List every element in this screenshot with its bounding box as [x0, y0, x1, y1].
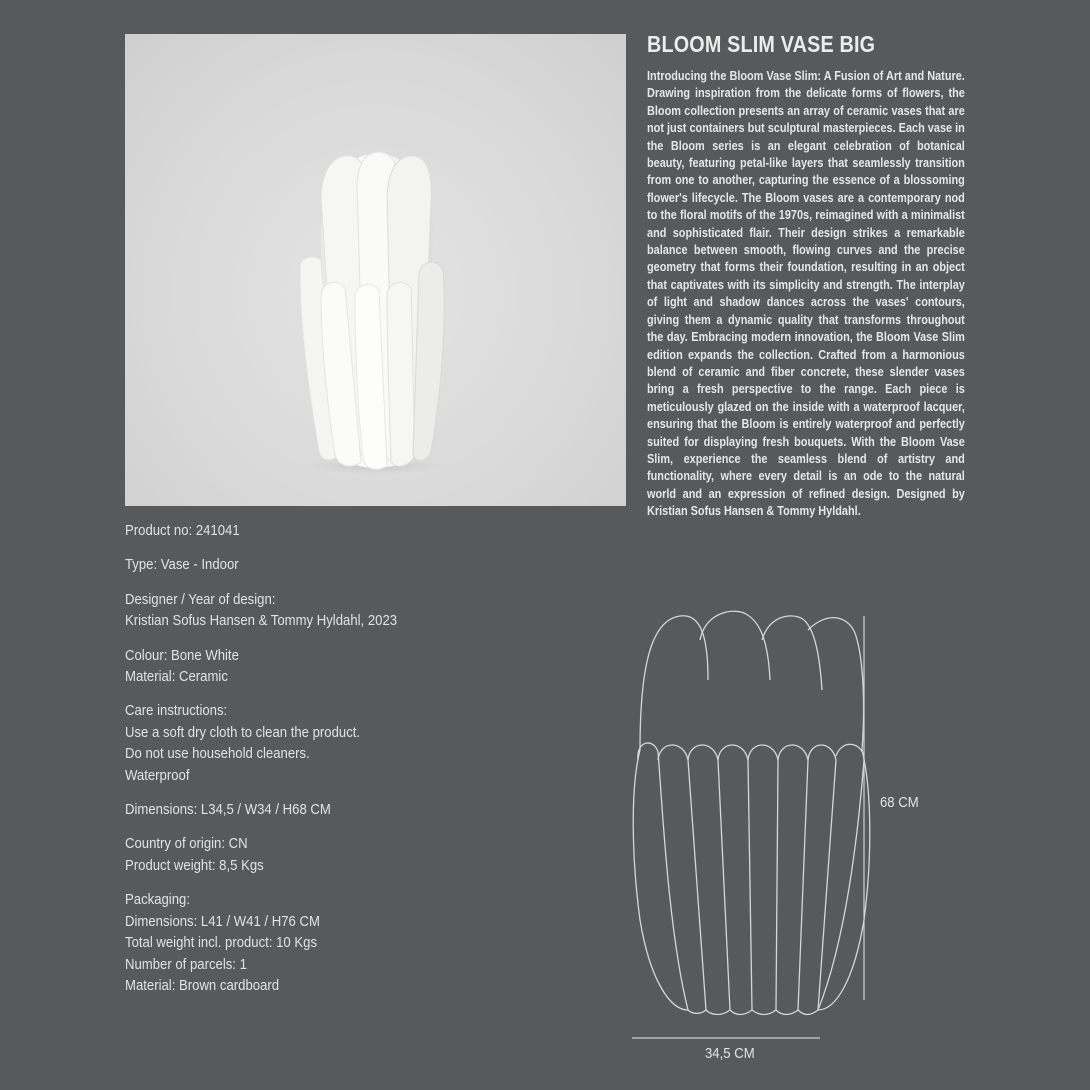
spec-origin-weight	[125, 834, 503, 877]
spec-designer	[125, 590, 503, 633]
packaging-parcels: Number of parcels: 1	[125, 956, 247, 973]
vase-illustration	[125, 34, 626, 506]
spec-dimensions	[125, 800, 503, 821]
material: Material: Ceramic	[125, 669, 228, 686]
spec-packaging	[125, 890, 503, 997]
spec-product-no	[125, 521, 503, 542]
designer-label: Designer / Year of design:	[125, 591, 276, 608]
country-of-origin: Country of origin: CN	[125, 836, 248, 853]
product-weight: Product weight: 8,5 Kgs	[125, 857, 264, 874]
care-instruction: Do not use household cleaners.	[125, 746, 310, 763]
spec-colour-material	[125, 646, 503, 689]
packaging-material: Material: Brown cardboard	[125, 977, 280, 994]
packaging-dimensions: Dimensions: L41 / W41 / H76 CM	[125, 913, 320, 930]
product-specs	[125, 521, 545, 1010]
vase-line-drawing	[610, 600, 940, 1070]
spec-type	[125, 555, 503, 576]
colour: Colour: Bone White	[125, 647, 239, 664]
height-dimension-label: 68 CM	[880, 795, 919, 811]
designer-value: Kristian Sofus Hansen & Tommy Hyldahl, 2023	[125, 613, 398, 630]
spec-care	[125, 701, 503, 787]
care-label: Care instructions:	[125, 703, 228, 720]
product-title: BLOOM SLIM VASE BIG	[647, 31, 876, 57]
product-description: Introducing the Bloom Vase Slim: A Fusion of Art and Nature. Drawing inspiration from the delicate forms of flowers, the Bloom collection presents an array of ceramic vases that are not just containers but sculptural masterpieces. Each vase in the Bloom series is an elegant celebration of botanical beauty, featuring petal-like layers that seamlessly transition from one to another, capturing the essence of a blossoming flower's lifecycle. The Bloom vases are a contemporary nod to the floral motifs of the 1970s, reimagined with a minimalist and sophisticated flair. Their design strikes a remarkable balance between smooth, flowing curves and the precise geometry that forms their foundation, resulting in an object that captivates with its simplicity and strength. The interplay of light and shadow dances across the vases' contours, giving them a dynamic quality that transforms throughout the day. Embracing modern innovation, the Bloom Vase Slim edition expands the collection. Crafted from a harmonious blend of ceramic and fiber concrete, these slender vases bring a fresh perspective to the range. Each piece is meticulously glazed on the inside with a waterproof lacquer, ensuring that the Bloom is entirely waterproof and perfectly suited for displaying fresh bouquets. With the Bloom Vase Slim, experience the seamless blend of artistry and functionality, where every detail is an ode to the natural world and an expression of refined design. Designed by Kristian Sofus Hansen & Tommy Hyldahl.	[647, 69, 965, 519]
width-dimension-label: 34,5 CM	[705, 1046, 755, 1062]
product-photo	[125, 34, 626, 506]
dimensions: Dimensions: L34,5 / W34 / H68 CM	[125, 802, 331, 819]
packaging-total-weight: Total weight incl. product: 10 Kgs	[125, 935, 318, 952]
care-instruction: Waterproof	[125, 767, 190, 784]
care-instruction: Use a soft dry cloth to clean the product.	[125, 724, 361, 741]
product-type: Type: Vase - Indoor	[125, 557, 239, 574]
product-number: Product no: 241041	[125, 523, 240, 539]
packaging-label: Packaging:	[125, 892, 190, 909]
